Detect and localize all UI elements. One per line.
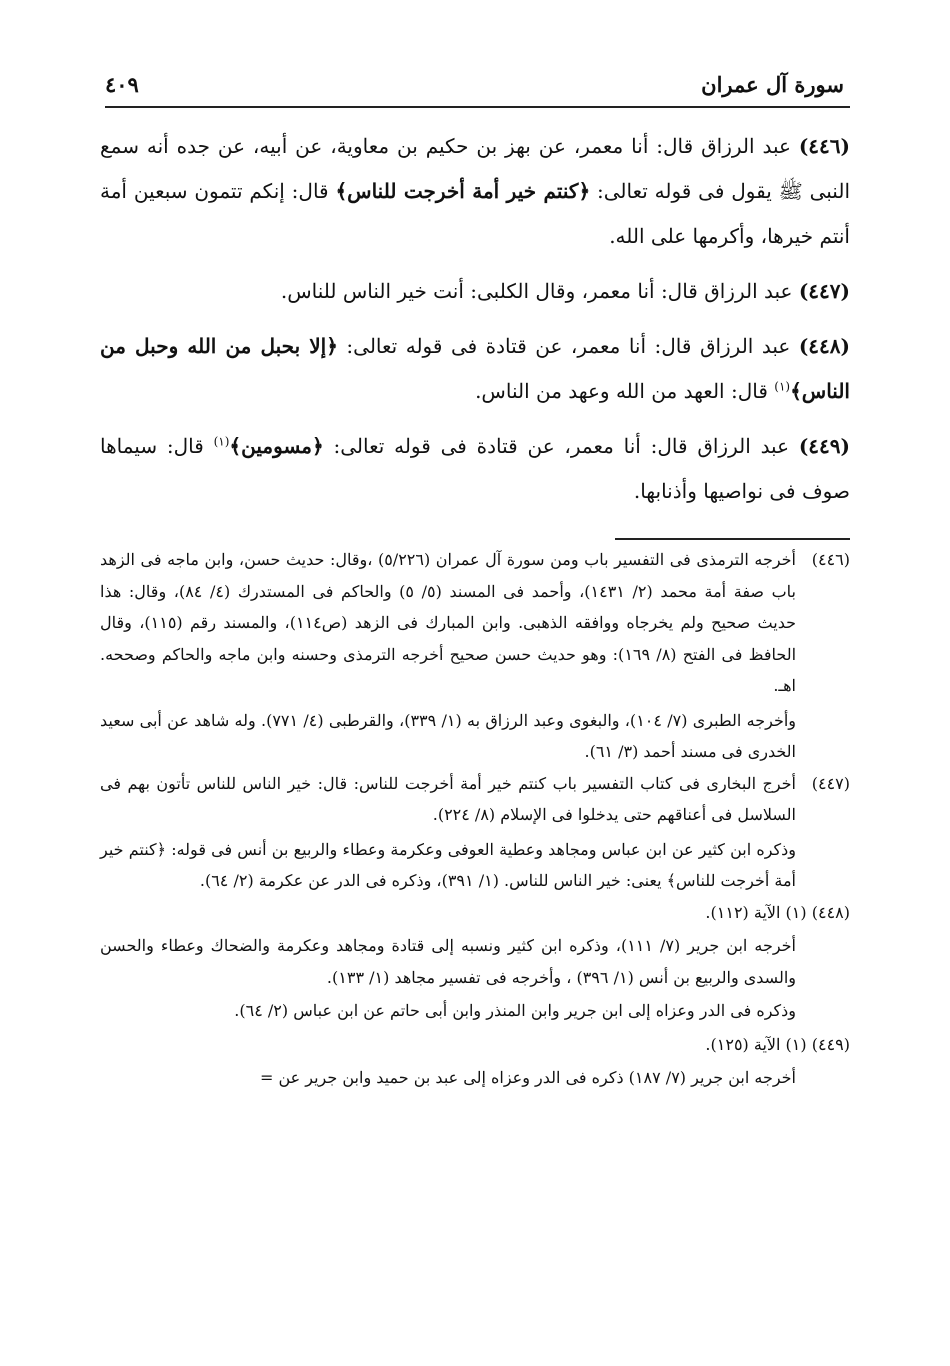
footnote-marker: (١) (774, 379, 791, 394)
footnotes (100, 544, 850, 1096)
footnote-number: (٤٤٦) (811, 550, 850, 569)
hadith-text-end: قال: سيماها صوف فى نواصيها وأذنابها. (100, 434, 850, 503)
footnote-447 (100, 768, 850, 897)
page-header (105, 64, 850, 108)
hadith-number: (٤٤٨) (798, 334, 850, 358)
footnote-number: (٤٤٧) (811, 773, 850, 793)
surah-title: سورة آل عمران (701, 72, 844, 97)
footnote-marker: (١) (213, 434, 230, 449)
footnote-449-heading: (٤٤٩) (١) الآية (١٢٥). (705, 1034, 850, 1054)
footnote-body (100, 768, 796, 897)
footnote-paragraph: أخرجه الترمذى فى التفسير باب ومن سورة آل عمران (٥/٢٢٦) ،وقال: حديث حسن، وابن ماجه فى الزهد باب صفة أمة محمد (٢/ ١٤٣١)، وأحمد فى المسند (٥/ ٥) والحاكم فى المستدرك (٤/ ٨٤)، وقال: هذا حديث صحيح ولم يخرجاه ووافقه الذهبى. وابن المبارك فى الزهد (ص١١٤)، والمسند رقم (١١٥)، وقال الحافظ فى الفتح (٨/ ١٦٩): وهو حديث حسن صحيح أخرجه الترمذى وحسنه وابن ماجه والحاكم وصححه. اهـ. (100, 550, 797, 695)
footnote-paragraph: أخرجه ابن جرير (٧/ ١١١)، وذكره ابن كثير ونسبه إلى قتادة ومجاهد وعكرمة والضحاك وعطاء والحسن والسدى والربيع بن أنس (١/ ٣٩٦) ، وأخرجه فى تفسير مجاهد (١/ ١٣٣). (100, 936, 797, 987)
hadith-446 (100, 124, 850, 259)
footnote-paragraph: أخرج البخارى فى كتاب التفسير باب كنتم خير أمة أخرجت للناس: قال: خير الناس للناس تأتون بهم فى السلاسل فى أعناقهم حتى يدخلوا فى الإسلام (٨/ ٢٢٤). (100, 773, 796, 824)
footnote-separator (615, 538, 850, 540)
hadith-number: (٤٤٦) (798, 134, 850, 158)
footnote-paragraph: وأخرجه الطبرى (٧/ ١٠٤)، والبغوى وعبد الرزاق به (١/ ٣٣٩)، والقرطبى (٤/ ٧٧١). وله شاهد عن أبى سعيد الخدرى فى مسند أحمد (٣/ ٦١). (100, 710, 797, 761)
hadith-text: عبد الرزاق قال: أنا معمر، وقال الكلبى: أنت خير الناس للناس. (280, 279, 799, 303)
hadith-448 (100, 324, 850, 414)
hadith-text: عبد الرزاق قال: أنا معمر، عن قتادة فى قوله تعالى: (323, 434, 799, 458)
quran-quote: ﴿كنتم خير أمة أخرجت للناس﴾ (335, 179, 591, 203)
hadith-text: عبد الرزاق قال: أنا معمر، عن قتادة فى قوله تعالى: (337, 334, 799, 358)
hadith-449 (100, 424, 850, 514)
hadith-number: (٤٤٩) (798, 434, 850, 458)
page-number: ٤٠٩ (105, 72, 139, 97)
footnote-paragraph: وذكره فى الدر وعزاه إلى ابن جرير وابن المنذر وابن أبى حاتم عن ابن عباس (٢/ ٦٤). (234, 1001, 796, 1020)
hadith-number: (٤٤٧) (798, 279, 850, 303)
main-text (100, 124, 850, 524)
hadith-text: عبد الرزاق قال: أنا معمر، عن بهز بن حكيم بن معاوية، عن أبيه، عن جده أنه سمع النبى ﷺ يقول فى قوله تعالى: (100, 134, 850, 203)
quran-quote: ﴿مسومين﴾ (229, 434, 324, 458)
footnote-paragraph: وذكره ابن كثير عن ابن عباس ومجاهد وعطية العوفى وعكرمة وعطاء والربيع بن أنس فى قوله: ﴿كنتم خير أمة أخرجت للناس﴾ يعنى: خير الناس للناس. (١/ ٣٩١)، وذكره فى الدر عن عكرمة (٢/ ٦٤). (100, 839, 796, 890)
footnote-446 (100, 544, 850, 768)
footnote-448-heading: (٤٤٨) (١) الآية (١١٢). (705, 902, 850, 922)
quran-quote: ﴿إلا بحبل من الله وحبل من الناس﴾ (100, 334, 850, 403)
footnote-body (100, 544, 796, 768)
hadith-text-end: قال: إنكم تتمون سبعين أمة أنتم خيرها، وأكرمها على الله. (100, 179, 850, 248)
hadith-447 (100, 269, 850, 314)
footnote-paragraph: أخرجه ابن جرير (٧/ ١٨٧) ذكره فى الدر وعزاه إلى عبد بن حميد وابن جرير عن = (259, 1068, 796, 1087)
hadith-text-end: قال: العهد من الله وعهد من الناس. (475, 379, 775, 403)
